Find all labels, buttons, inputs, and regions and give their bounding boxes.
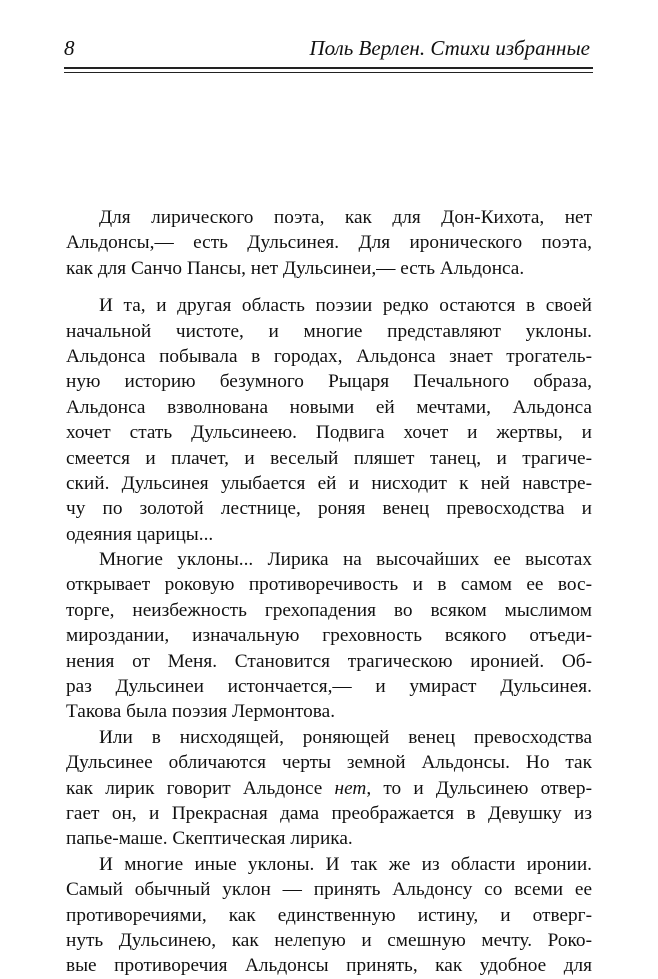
text-line: Альдонса взволнована новыми ей мечтами, Альдонса (66, 396, 592, 418)
paragraph-5 (66, 852, 592, 979)
text-line: ную историю безумного Рыцаря Печального образа, (66, 371, 592, 393)
paragraph-1 (66, 205, 592, 281)
text-line: хочет стать Дульсинеею. Подвига хочет и жертвы, и (66, 422, 592, 444)
header-rule-thick (64, 67, 593, 69)
text-line: Альдонсы,— есть Дульсинея. Для иронического поэта, (66, 232, 592, 254)
text-run: , то и Дульсинею отвер- (366, 777, 592, 799)
text-line: нения от Меня. Становится трагическою иронией. Об- (66, 650, 592, 672)
text-line: открывает роковую противоречивость и в самом ее вос- (66, 574, 592, 596)
text-line: И та, и другая область поэзии редко остаются в своей (99, 295, 592, 317)
text-line: одеяния царицы... (66, 523, 214, 545)
text-line-emphasis (66, 776, 592, 801)
text-line: Многие уклоны... Лирика на высочайших ее высотах (99, 549, 592, 571)
header-rule-thin (64, 72, 593, 73)
running-header (64, 36, 590, 64)
text-line: противоречиями, как единственную истину, и отверг- (66, 904, 592, 926)
page-number: 8 (64, 36, 75, 60)
text-line: Такова была поэзия Лермонтова. (66, 701, 336, 723)
text-line: Или в нисходящей, роняющей венец превосходства (99, 726, 592, 748)
text-line: смеется и плачет, и веселый пляшет танец, и трагиче- (66, 447, 592, 469)
text-line: раз Дульсинеи истончается,— и умираст Дульсинея. (66, 676, 592, 698)
text-line: как для Санчо Пансы, нет Дульсинеи,— есть Альдонса. (66, 257, 525, 279)
text-line: торге, неизбежность грехопадения во всяком мыслимом (66, 599, 592, 621)
text-run: как лирик говорит Альдонсе (66, 777, 335, 799)
paragraph-3 (66, 547, 592, 725)
running-title: Поль Верлен. Стихи избранные (309, 36, 590, 60)
text-line: Самый обычный уклон — принять Альдонсу со всеми ее (66, 879, 592, 901)
text-line: гает он, и Прекрасная дама преображается в Девушку из (66, 802, 592, 824)
text-line: чу по золотой лестнице, роняя венец превосходства и (66, 498, 592, 520)
text-line: папье-маше. Скептическая лирика. (66, 828, 353, 850)
text-line: мироздании, изначальную греховность всякого отъеди- (66, 625, 592, 647)
text-line: начальной чистоте, и многие представляют уклоны. (66, 320, 592, 342)
body-text (66, 205, 592, 979)
emphasized-word: нет (334, 777, 367, 799)
text-line: Дульсинее обличаются черты земной Альдонсы. Но так (66, 752, 592, 774)
paragraph-2 (66, 293, 592, 547)
paragraph-4 (66, 725, 592, 852)
text-line: Альдонса побывала в городах, Альдонса знает трогатель- (66, 345, 592, 367)
text-line: вые противоречия Альдонсы принять, как удобное для (66, 955, 592, 977)
text-line: И многие иные уклоны. И так же из области иронии. (99, 853, 592, 875)
text-line: Для лирического поэта, как для Дон-Кихота, нет (99, 207, 592, 228)
paragraph-gap (66, 281, 592, 293)
text-line: ский. Дульсинея улыбается ей и нисходит к ней навстре- (66, 472, 592, 494)
text-line: нуть Дульсинею, как нелепую и смешную мечту. Роко- (66, 929, 592, 951)
